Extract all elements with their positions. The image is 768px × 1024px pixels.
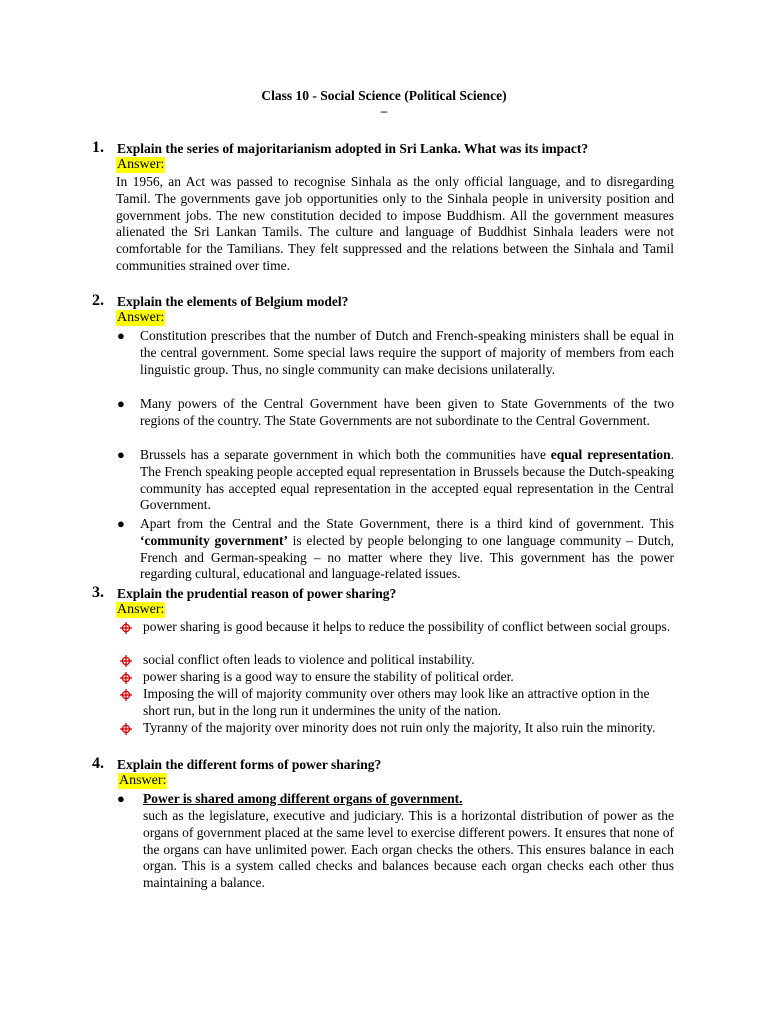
prudential-bullet-4: Imposing the will of majority community over others may look like an attractive option in the short run, but in the long run it undermines the unity of the nation. <box>143 686 650 718</box>
answer-paragraph-1: In 1956, an Act was passed to recognise Sinhala as the only official language, and to disregarding Tamil. The governments gave job opportunities only to the Sinhala people in university position and government jobs. The new constitution decided to impose Buddhism. All the government measures alienated the Sri Lankan Tamils. The culture and language of Buddhist Sinhala leaders were not comfortable for the Tamilians. They felt suppressed and the relations between the Sinhala and Tamil communities strained over time. <box>116 174 674 273</box>
bullet-dot: ● <box>117 791 125 806</box>
prudential-bullet-1: power sharing is good because it helps to reduce the possibility of conflict between social groups. <box>143 619 671 634</box>
bullet-dot: ● <box>117 328 125 343</box>
question-number-1: 1. <box>92 139 104 156</box>
page-title: Class 10 - Social Science (Political Science) <box>261 88 507 103</box>
answer-label-4: Answer: <box>119 773 167 788</box>
prudential-bullet-5: Tyranny of the majority over minority does not ruin only the majority, It also ruin the minority. <box>143 720 656 735</box>
question-number-3: 3. <box>92 584 104 601</box>
question-text-1: Explain the series of majoritarianism adopted in Sri Lanka. What was its impact? <box>117 141 589 156</box>
bullet-dot: ● <box>117 447 125 462</box>
belgium-bullet-4: Apart from the Central and the State Government, there is a third kind of government. This ‘community government’ is elected by people belonging to one language community – Dutch, French and German-speaking – no matter where they live. This government has the power regarding cultural, educational and language-related issues. <box>140 516 674 582</box>
crosshair-bullet-icon <box>120 655 132 667</box>
belgium-bullet-2: Many powers of the Central Government have been given to State Governments of the two regions of the country. The State Governments are not subordinate to the Central Government. <box>140 396 674 428</box>
forms-bullet-text: such as the legislature, executive and judiciary. This is a horizontal distribution of power as the organs of government placed at the same level to exercise different powers. It ensures that none of the organs can have unlimited power. Each organ checks the others. This ensures balance in each organ. This is a system called checks and balances because each organ checks each other thus maintaining a balance. <box>143 808 674 891</box>
belgium-bullet-3: Brussels has a separate government in which both the communities have equal representation. The French speaking people accepted equal representation in Brussels because the Dutch-speaking community has accepted equal representation in the accepted equal representation in the Central Government. <box>140 447 674 513</box>
bullet-dot: ● <box>117 396 125 411</box>
crosshair-bullet-icon <box>120 689 132 701</box>
question-text-4: Explain the different forms of power sharing? <box>117 757 382 772</box>
prudential-bullet-3: power sharing is a good way to ensure the stability of political order. <box>143 669 514 684</box>
question-number-2: 2. <box>92 292 104 309</box>
question-text-2: Explain the elements of Belgium model? <box>117 294 349 309</box>
title-dash: – <box>380 103 388 118</box>
answer-label-3: Answer: <box>117 602 165 617</box>
question-text-3: Explain the prudential reason of power sharing? <box>117 586 397 601</box>
crosshair-bullet-icon <box>120 723 132 735</box>
belgium-bullet-1: Constitution prescribes that the number of Dutch and French-speaking ministers shall be equal in the central government. Some special laws require the support of majority of members from each linguistic group. Thus, no single community can make decisions unilaterally. <box>140 328 674 377</box>
answer-label-2: Answer: <box>117 310 165 325</box>
question-number-4: 4. <box>92 755 104 772</box>
prudential-bullet-2: social conflict often leads to violence and political instability. <box>143 652 475 667</box>
bullet-dot: ● <box>117 516 125 531</box>
crosshair-bullet-icon <box>120 672 132 684</box>
forms-bullet-heading: Power is shared among different organs of government. <box>143 791 463 806</box>
answer-label-1: Answer: <box>117 157 165 172</box>
crosshair-bullet-icon <box>120 622 132 634</box>
